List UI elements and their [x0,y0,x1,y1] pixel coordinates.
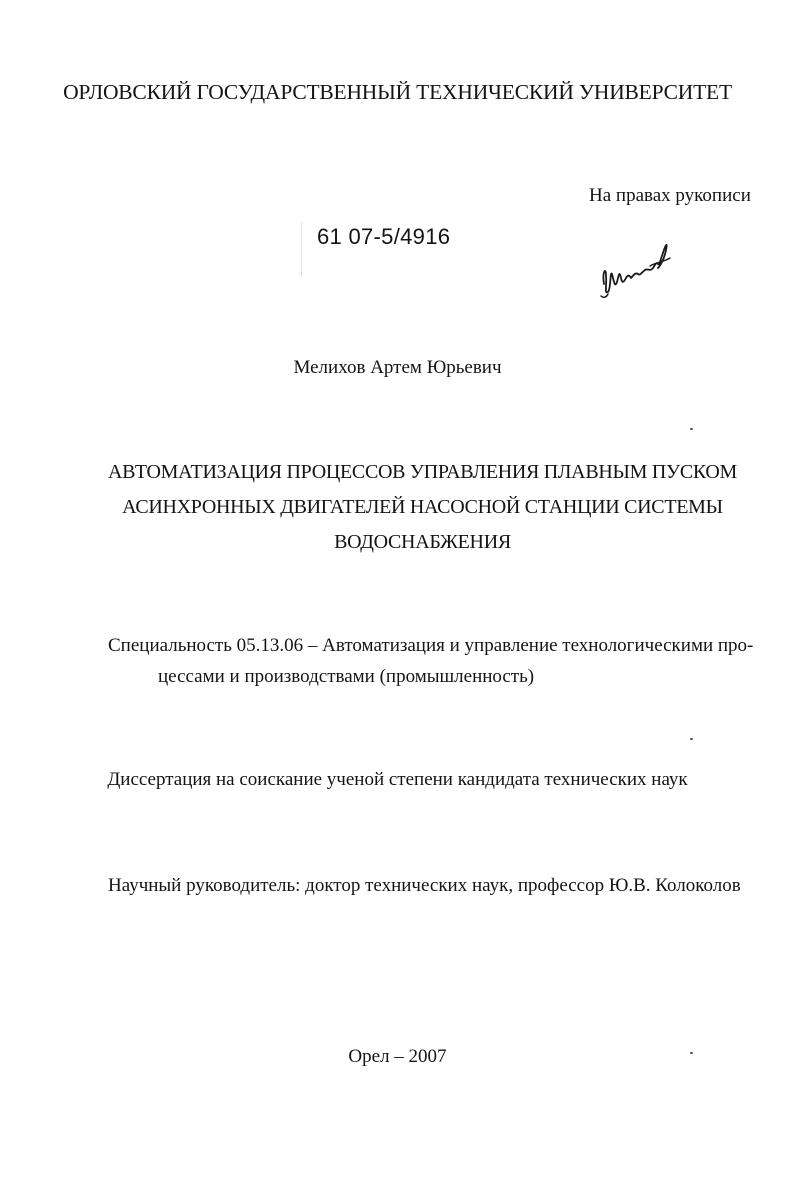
title-line: АВТОМАТИЗАЦИЯ ПРОЦЕССОВ УПРАВЛЕНИЯ ПЛАВНЫМ ПУСКОМ [107,461,738,483]
scan-speck [690,738,693,740]
scan-speck [690,428,693,430]
scientific-supervisor: Научный руководитель: доктор технических наук, профессор Ю.В. Колоколов [108,875,741,896]
city-and-year: Орел – 2007 [348,1046,447,1067]
specialty-line: Специальность 05.13.06 – Автоматизация и управление технологическими про- [108,635,754,656]
handwritten-signature [598,232,678,304]
manuscript-note: На правах рукописи [589,185,751,206]
author-name: Мелихов Артем Юрьевич [293,357,502,378]
scan-mark [301,248,302,276]
specialty-line: цессами и производствами (промышленность) [158,666,535,687]
catalog-number: 61 07-5/4916 [317,224,451,249]
title-line: ВОДОСНАБЖЕНИЯ [334,531,511,553]
degree-statement: Диссертация на соискание ученой степени кандидата технических наук [107,769,688,790]
specialty [108,630,754,692]
university-name: ОРЛОВСКИЙ ГОСУДАРСТВЕННЫЙ ТЕХНИЧЕСКИЙ УНИВЕРСИТЕТ [63,80,732,104]
title-line: АСИНХРОННЫХ ДВИГАТЕЛЕЙ НАСОСНОЙ СТАНЦИИ СИСТЕМЫ [122,496,723,518]
dissertation-title [90,455,755,560]
